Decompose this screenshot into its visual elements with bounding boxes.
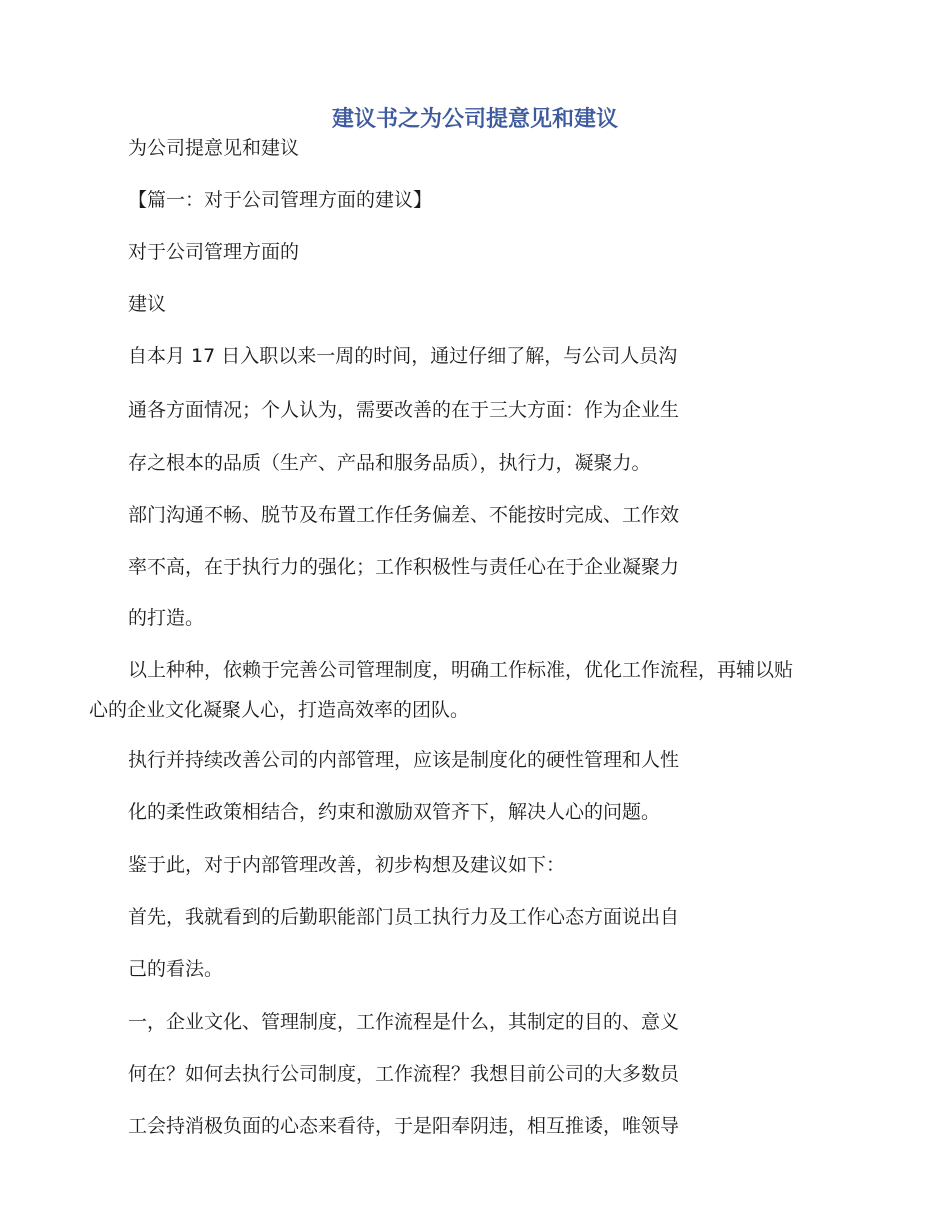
paragraph-line: 的打造。	[128, 607, 205, 629]
paragraph-line: 鉴于此，对于内部管理改善，初步构想及建议如下：	[128, 854, 566, 876]
paragraph-line: 对于公司管理方面的	[128, 241, 300, 263]
paragraph-line: 存之根本的品质（生产、产品和服务品质），执行力，凝聚力。	[128, 452, 651, 474]
paragraph-line: 自本月 17 日入职以来一周的时间，通过仔细了解，与公司人员沟	[128, 345, 678, 367]
paragraph-line: 工会持消极负面的心态来看待，于是阳奉阴违，相互推诿，唯领导	[128, 1115, 680, 1137]
paragraph-line: 建议	[128, 293, 167, 315]
paragraph-line: 化的柔性政策相结合，约束和激励双管齐下，解决人心的问题。	[128, 801, 661, 823]
paragraph-line: 己的看法。	[128, 958, 224, 980]
paragraph-line: 通各方面情况；个人认为，需要改善的在于三大方面：作为企业生	[128, 399, 680, 421]
paragraph-line: 执行并持续改善公司的内部管理，应该是制度化的硬性管理和人性	[128, 749, 680, 771]
paragraph-line: 为公司提意见和建议	[128, 137, 300, 159]
section-heading: 【篇一：对于公司管理方面的建议】	[128, 189, 433, 211]
paragraph-line: 一，企业文化、管理制度，工作流程是什么，其制定的目的、意义	[128, 1011, 680, 1033]
paragraph-line: 率不高，在于执行力的强化；工作积极性与责任心在于企业凝聚力	[128, 556, 680, 578]
paragraph-line: 部门沟通不畅、脱节及布置工作任务偏差、不能按时完成、工作效	[128, 504, 680, 526]
paragraph-line: 何在？如何去执行公司制度，工作流程？我想目前公司的大多数员	[128, 1063, 680, 1085]
document-title: 建议书之为公司提意见和建议	[331, 107, 618, 132]
paragraph-line: 心的企业文化凝聚人心，打造高效率的团队。	[89, 699, 470, 721]
paragraph-line: 以上种种，依赖于完善公司管理制度，明确工作标准，优化工作流程，再辅以贴	[128, 659, 794, 681]
paragraph-line: 首先，我就看到的后勤职能部门员工执行力及工作心态方面说出自	[128, 906, 680, 928]
